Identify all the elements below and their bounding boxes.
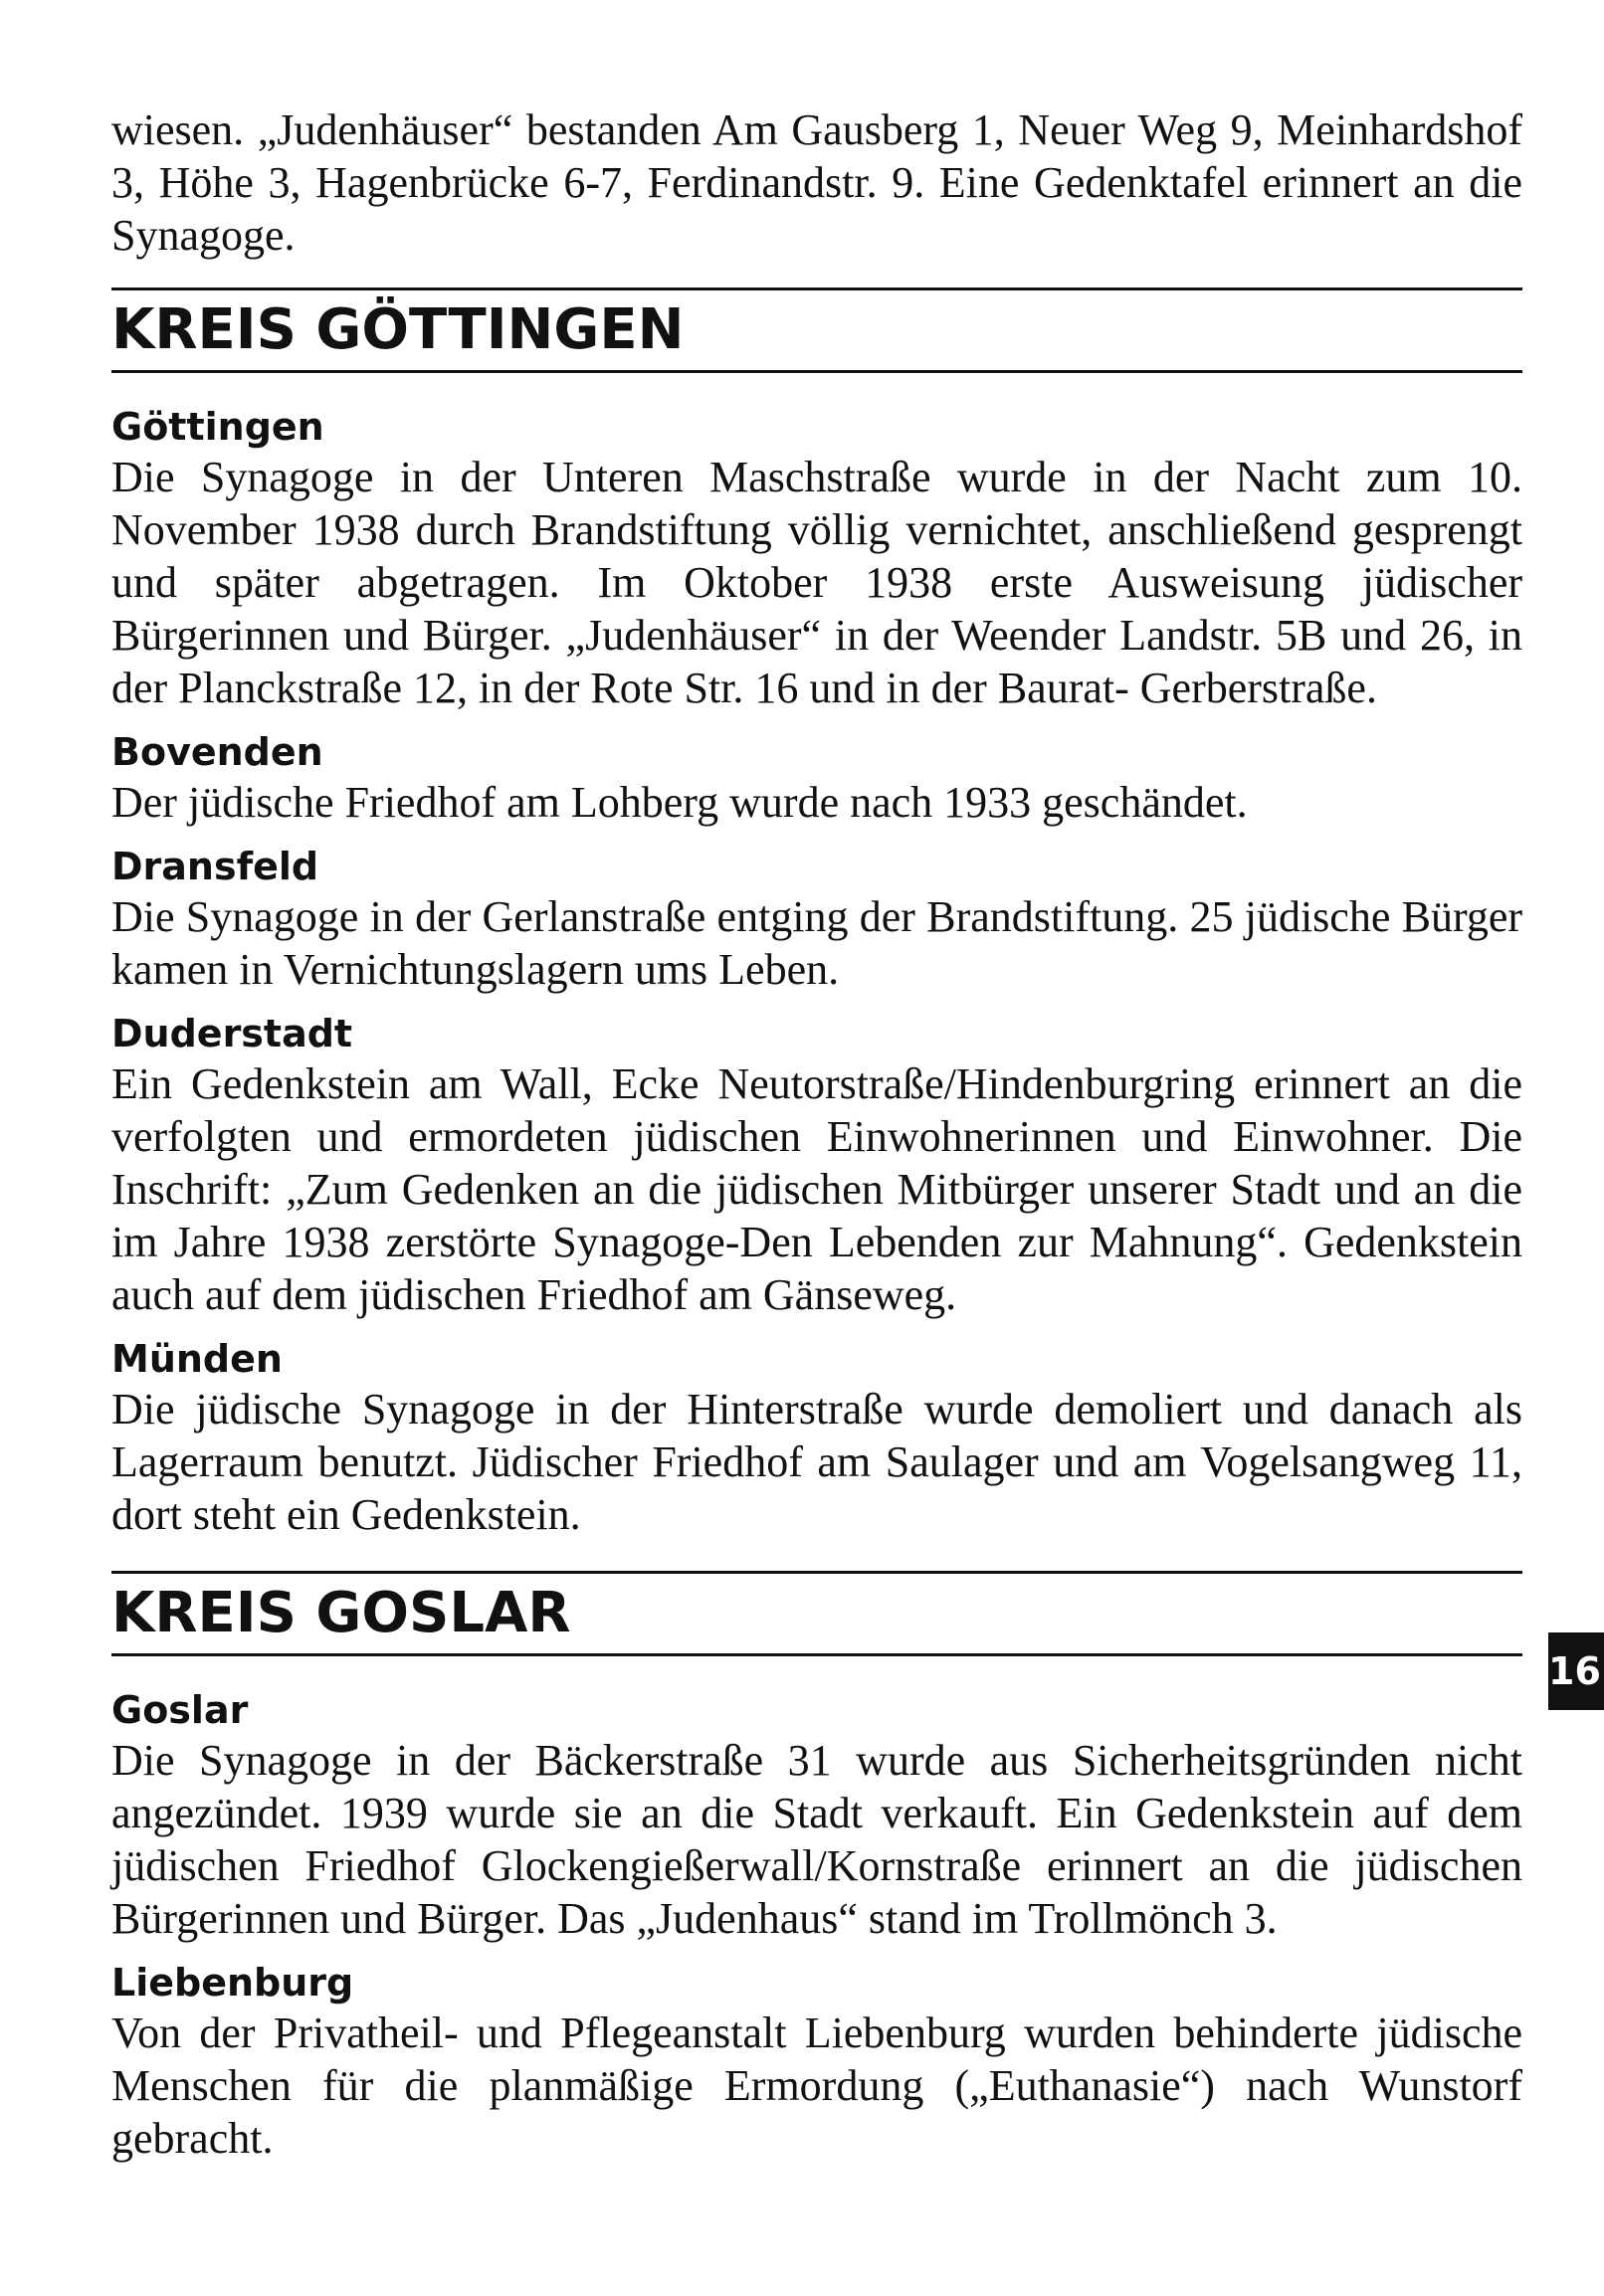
entry-muenden bbox=[111, 1335, 1522, 1541]
section-bottom-rule bbox=[111, 370, 1522, 373]
entry-place: Bovenden bbox=[111, 730, 323, 774]
entry-text: Die Synagoge in der Bäckerstraße 31 wurde aus Sicherheitsgründen nicht angezündet. 1939 wurde sie an die Stadt verkauft. Ein Gedenkstein auf dem jüdischen Friedhof Glockengießerwall/Kornstraße erinnert an die jüdischen Bürgerinnen und Bürger. Das „Judenhaus“ stand im Trollmönch 3. bbox=[111, 1736, 1522, 1943]
entry-dransfeld bbox=[111, 843, 1522, 996]
entry-text: Der jüdische Friedhof am Lohberg wurde nach 1933 geschändet. bbox=[111, 778, 1248, 827]
entry-liebenburg bbox=[111, 1959, 1522, 2165]
entry-place: Dransfeld bbox=[111, 845, 319, 888]
section-kreis-goettingen bbox=[111, 287, 1522, 1541]
entry-goslar bbox=[111, 1686, 1522, 1945]
entry-place: Duderstadt bbox=[111, 1012, 353, 1055]
section-kreis-goslar bbox=[111, 1571, 1522, 2165]
section-title: KREIS GÖTTINGEN bbox=[111, 297, 685, 362]
entry-place: Liebenburg bbox=[111, 1961, 354, 2005]
text-column bbox=[111, 103, 1522, 2165]
entry-place: Goslar bbox=[111, 1688, 249, 1732]
section-title: KREIS GOSLAR bbox=[111, 1581, 571, 1645]
intro-paragraph: wiesen. „Judenhäuser“ bestanden Am Gausberg 1, Neuer Weg 9, Meinhardshof 3, Höhe 3, Hagenbrücke 6-7, Ferdinandstr. 9. Eine Gedenktafel erinnert an die Synagoge. bbox=[111, 105, 1522, 260]
page-number-badge: 16 bbox=[1548, 1632, 1604, 1710]
entry-goettingen bbox=[111, 403, 1522, 714]
entry-text: Ein Gedenkstein am Wall, Ecke Neutorstraße/Hindenburgring erinnert an die verfolgten und ermordeten jüdischen Einwohnerinnen und Einwohner. Die Inschrift: „Zum Gedenken an die jüdischen Mitbürger unserer Stadt und an die im Jahre 1938 zerstörte Synagoge-Den Lebenden zur Mahnung“. Gedenkstein auch auf dem jüdischen Friedhof am Gänseweg. bbox=[111, 1059, 1522, 1319]
entry-bovenden bbox=[111, 728, 1522, 829]
entry-text: Die Synagoge in der Gerlanstraße entging der Brandstiftung. 25 jüdische Bürger kamen in Vernichtungslagern ums Leben. bbox=[111, 892, 1522, 994]
entry-text: Von der Privatheil- und Pflegeanstalt Liebenburg wurden behinderte jüdische Menschen für die planmäßige Ermordung („Euthanasie“) nach Wunstorf gebracht. bbox=[111, 2009, 1522, 2163]
entry-duderstadt bbox=[111, 1010, 1522, 1321]
entry-text: Die Synagoge in der Unteren Maschstraße wurde in der Nacht zum 10. November 1938 durch Brandstiftung völlig vernichtet, anschließend gesprengt und später abgetragen. Im Oktober 1938 erste Ausweisung jüdischer Bürgerinnen und Bürger. „Judenhäuser“ in der Weender Landstr. 5B und 26, in der Planckstraße 12, in der Rote Str. 16 und in der Baurat- Gerberstraße. bbox=[111, 453, 1522, 712]
entry-text: Die jüdische Synagoge in der Hinterstraße wurde demoliert und danach als Lagerraum benutzt. Jüdischer Friedhof am Saulager und am Vogelsangweg 11, dort steht ein Gedenkstein. bbox=[111, 1385, 1522, 1539]
entry-place: Göttingen bbox=[111, 405, 324, 449]
entry-place: Münden bbox=[111, 1337, 283, 1381]
section-bottom-rule bbox=[111, 1653, 1522, 1656]
